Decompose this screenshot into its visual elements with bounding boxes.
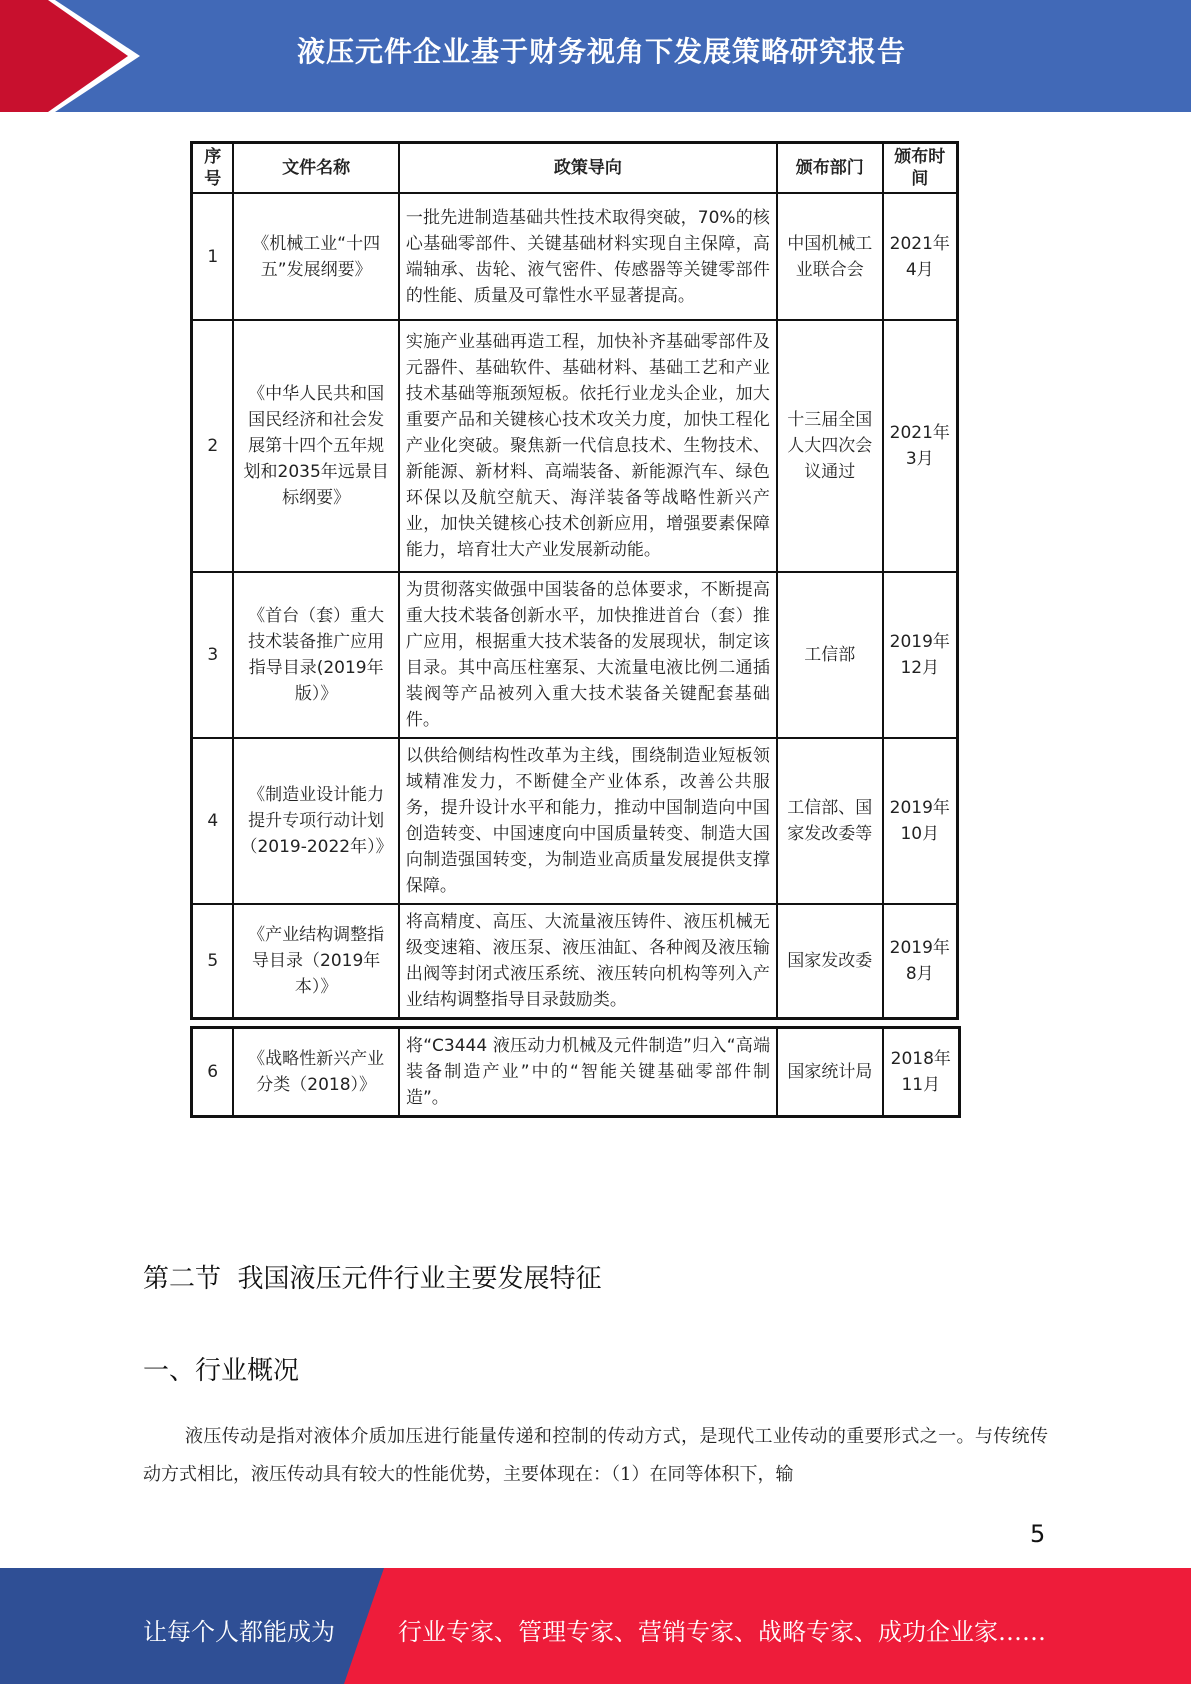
document-name: 《机械工业“十四五”发展纲要》 (233, 193, 398, 320)
issue-date: 2019年10月 (883, 738, 958, 904)
document-name: 《制造业设计能力提升专项行动计划（2019-2022年）》 (233, 738, 398, 904)
issuing-department: 国家统计局 (777, 1028, 883, 1117)
row-number: 4 (192, 738, 234, 904)
column-header: 颁布时间 (883, 143, 958, 194)
issuing-department: 中国机械工业联合会 (777, 193, 883, 320)
policy-table-continued (190, 1026, 961, 1118)
table-row (192, 738, 958, 904)
issue-date: 2018年11月 (883, 1028, 960, 1117)
page-header (0, 0, 1191, 112)
row-number: 5 (192, 904, 234, 1019)
policy-text: 一批先进制造基础共性技术取得突破，70%的核心基础零部件、关键基础材料实现自主保障，高端轴承、齿轮、液气密件、传感器等关键零部件的性能、质量及可靠性水平显著提高。 (399, 193, 777, 320)
column-header: 颁布部门 (777, 143, 883, 194)
footer-slogan-right: 行业专家、管理专家、营销专家、战略专家、成功企业家…… (398, 1618, 1046, 1646)
table-row (192, 904, 958, 1019)
column-header: 文件名称 (233, 143, 398, 194)
row-number: 6 (192, 1028, 234, 1117)
issue-date: 2021年4月 (883, 193, 958, 320)
header-arrow-decoration (0, 0, 150, 112)
issue-date: 2019年8月 (883, 904, 958, 1019)
policy-text: 实施产业基础再造工程，加快补齐基础零部件及元器件、基础软件、基础材料、基础工艺和产业技术基础等瓶颈短板。依托行业龙头企业，加大重要产品和关键核心技术攻关力度，加快工程化产业化突破。聚焦新一代信息技术、生物技术、新能源、新材料、高端装备、新能源汽车、绿色环保以及航空航天、海洋装备等战略性新兴产业，加快关键核心技术创新应用，增强要素保障能力，培育壮大产业发展新动能。 (399, 320, 777, 572)
header-title: 液压元件企业基于财务视角下发展策略研究报告 (297, 35, 907, 68)
column-header: 政策导向 (399, 143, 777, 194)
document-name: 《产业结构调整指导目录（2019年本）》 (233, 904, 398, 1019)
policy-text: 为贯彻落实做强中国装备的总体要求，不断提高重大技术装备创新水平，加快推进首台（套）推广应用，根据重大技术装备的发展现状，制定该目录。其中高压柱塞泵、大流量电液比例二通插装阀等产品被列入重大技术装备关键配套基础件。 (399, 572, 777, 738)
row-number: 1 (192, 193, 234, 320)
table-header-row (192, 143, 958, 194)
footer-slogan-left: 让每个人都能成为 (143, 1618, 335, 1646)
row-number: 2 (192, 320, 234, 572)
policy-text: 以供给侧结构性改革为主线，围绕制造业短板领域精准发力，不断健全产业体系，改善公共服务，提升设计水平和能力，推动中国制造向中国创造转变、中国速度向中国质量转变、制造大国向制造强国转变，为制造业高质量发展提供支撑保障。 (399, 738, 777, 904)
issue-date: 2019年12月 (883, 572, 958, 738)
document-name: 《战略性新兴产业分类（2018）》 (233, 1028, 399, 1117)
policy-text: 将高精度、高压、大流量液压铸件、液压机械无级变速箱、液压泵、液压油缸、各种阀及液压输出阀等封闭式液压系统、液压转向机构等列入产业结构调整指导目录鼓励类。 (399, 904, 777, 1019)
body-paragraph: 液压传动是指对液体介质加压进行能量传递和控制的传动方式，是现代工业传动的重要形式之一。与传统传动方式相比，液压传动具有较大的性能优势，主要体现在：（1）在同等体积下，输 (143, 1426, 1048, 1485)
table-row (192, 320, 958, 572)
issuing-department: 十三届全国人大四次会议通过 (777, 320, 883, 572)
row-number: 3 (192, 572, 234, 738)
page-footer (0, 1568, 1191, 1684)
issuing-department: 国家发改委 (777, 904, 883, 1019)
page-number: 5 (1030, 1520, 1046, 1548)
policy-text: 将“C3444 液压动力机械及元件制造”归入“高端装备制造产业”中的“智能关键基础零部件制造”。 (399, 1028, 777, 1117)
subsection-heading: 一、行业概况 (143, 1356, 300, 1386)
issue-date: 2021年3月 (883, 320, 958, 572)
document-name: 《首台（套）重大技术装备推广应用指导目录(2019年版）》 (233, 572, 398, 738)
document-name: 《中华人民共和国国民经济和社会发展第十四个五年规划和2035年远景目标纲要》 (233, 320, 398, 572)
table-row (192, 1028, 960, 1117)
policy-table (190, 141, 959, 1020)
table-row (192, 193, 958, 320)
issuing-department: 工信部 (777, 572, 883, 738)
section-heading: 第二节 我国液压元件行业主要发展特征 (143, 1264, 602, 1294)
column-header: 序号 (192, 143, 234, 194)
table-row (192, 572, 958, 738)
issuing-department: 工信部、国家发改委等 (777, 738, 883, 904)
